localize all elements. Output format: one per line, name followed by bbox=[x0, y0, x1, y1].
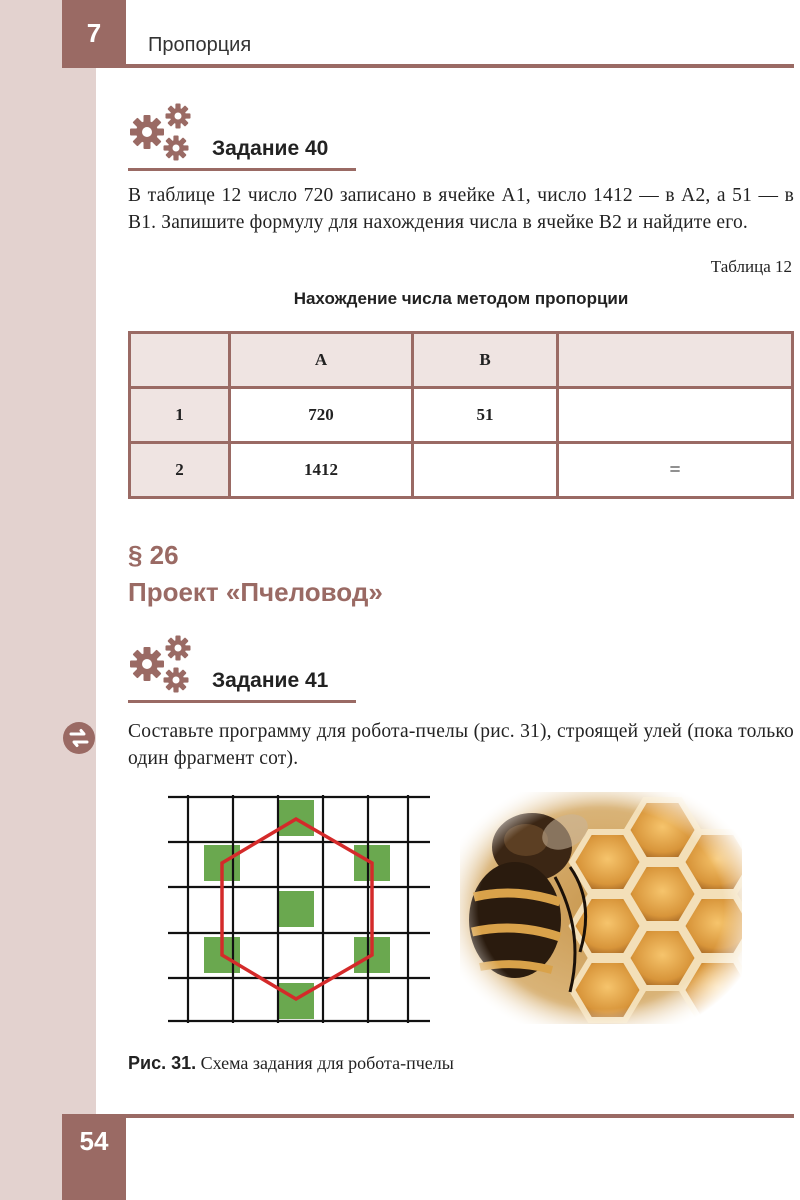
cell-c1 bbox=[558, 388, 793, 443]
proportion-table bbox=[128, 331, 794, 499]
figure-label: Рис. 31. bbox=[128, 1053, 197, 1073]
page-number: 54 bbox=[62, 1114, 126, 1200]
cell-b1: 51 bbox=[413, 388, 558, 443]
row-header-2: 2 bbox=[130, 443, 230, 498]
task-40-text: В таблице 12 число 720 записано в ячейке A1, число 1412 — в A2, а 51 — в B1. Запишите формулу для нахождения числа в ячейке B2 и найдите его. bbox=[128, 185, 794, 233]
cell-b2 bbox=[413, 443, 558, 498]
header-title: Пропорция bbox=[148, 34, 252, 56]
table-header-row bbox=[130, 333, 793, 388]
robot-bee-grid-scheme bbox=[168, 795, 430, 1023]
swap-arrows-icon bbox=[62, 721, 96, 755]
table-number: Таблица 12 bbox=[710, 257, 792, 276]
cell-c2-equals: = bbox=[558, 443, 793, 498]
task-40-title: Задание 40 bbox=[212, 137, 329, 160]
task-41-rule bbox=[128, 700, 356, 703]
section-title: Проект «Пчеловод» bbox=[128, 577, 383, 607]
table-corner-cell bbox=[130, 333, 230, 388]
table-row bbox=[130, 388, 793, 443]
figure-caption bbox=[128, 1053, 454, 1074]
bee-honeycomb-photo bbox=[460, 792, 742, 1024]
column-header-b: B bbox=[413, 333, 558, 388]
green-cell bbox=[278, 891, 314, 927]
figure-caption-text: Схема задания для робота-пчелы bbox=[200, 1053, 454, 1073]
gears-icon bbox=[128, 634, 198, 696]
gears-icon bbox=[128, 102, 198, 164]
footer-rule bbox=[62, 1114, 794, 1118]
task-41-text: Составьте программу для робота-пчелы (рис. 31), строящей улей (пока только один фрагмент сот). bbox=[128, 721, 794, 769]
task-40-rule bbox=[128, 168, 356, 171]
column-header-a: A bbox=[230, 333, 413, 388]
cell-a2: 1412 bbox=[230, 443, 413, 498]
cell-a1: 720 bbox=[230, 388, 413, 443]
left-margin-strip bbox=[0, 0, 96, 1200]
section-number: § 26 bbox=[128, 540, 179, 570]
chapter-number: 7 bbox=[62, 0, 126, 66]
table-row bbox=[130, 443, 793, 498]
row-header-1: 1 bbox=[130, 388, 230, 443]
header-rule bbox=[62, 64, 794, 68]
column-header-empty bbox=[558, 333, 793, 388]
task-41-title: Задание 41 bbox=[212, 669, 329, 692]
table-caption: Нахождение числа методом пропорции bbox=[293, 289, 629, 308]
